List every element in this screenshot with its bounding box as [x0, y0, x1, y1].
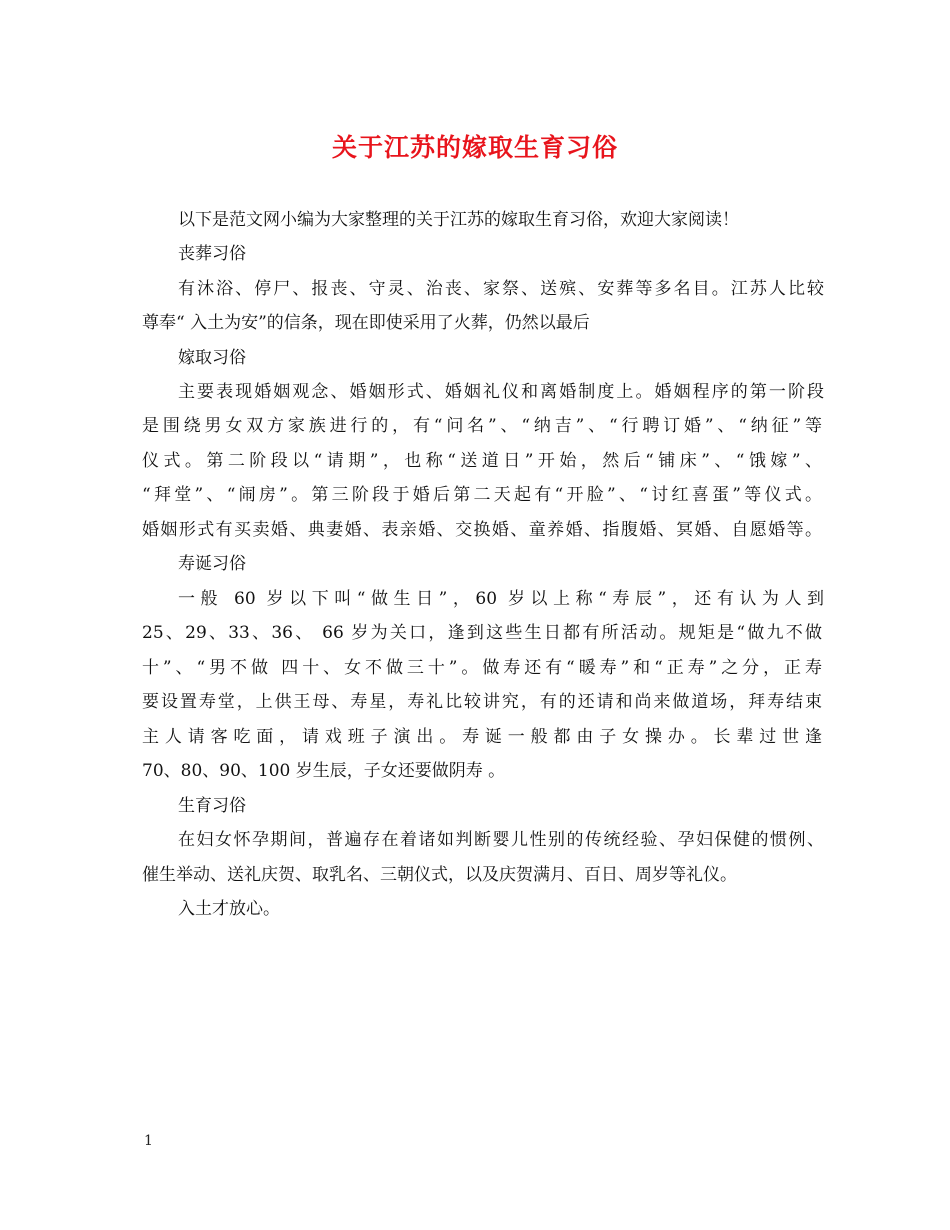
paragraph-line: 有沐浴、停尸、报丧、守灵、治丧、家祭、送殡、安葬等多名目。江苏人比较	[178, 279, 824, 299]
paragraph-line: 要设置寿堂，上供王母、寿星，寿礼比较讲究，有的还请和尚来做道场，拜寿结束	[142, 692, 822, 712]
paragraph-line: 70、80、90、100 岁生辰，子女还要做阴寿 。	[142, 761, 506, 781]
section-heading-marriage: 嫁取习俗	[178, 348, 246, 368]
paragraph-line: 主人请客吃面，请戏班子演出。寿诞一般都由子女操办。长辈过世逢	[142, 727, 822, 747]
paragraph-line: 十”、“男不做 四十、女不做三十”。做寿还有“暖寿”和“正寿”之分，正寿	[142, 658, 822, 678]
paragraph-line: 是围绕男女双方家族进行的，有“问名”、“纳吉”、“行聘订婚”、“纳征”等	[142, 416, 822, 436]
section-heading-childbirth: 生育习俗	[178, 796, 246, 816]
section-heading-funeral: 丧葬习俗	[178, 244, 246, 264]
paragraph-line: 仪式。第二阶段以“请期”，也称“送道日”开始，然后“铺床”、“饿嫁”、	[142, 451, 822, 471]
paragraph-line: 催生举动、送礼庆贺、取乳名、三朝仪式，以及庆贺满月、百日、周岁等礼仪。	[142, 865, 737, 885]
intro-line: 以下是范文网小编为大家整理的关于江苏的嫁取生育习俗，欢迎大家阅读！	[178, 210, 739, 230]
paragraph-line: 25、29、33、36、 66 岁为关口，逢到这些生日都有所活动。规矩是“做九不做	[142, 623, 822, 643]
paragraph-line: 入土才放心。	[178, 899, 280, 919]
paragraph-line: 尊奉“ 入土为安”的信条，现在即使采用了火葬，仍然以最后	[142, 313, 590, 333]
paragraph-line: 婚姻形式有买卖婚、典妻婚、表亲婚、交换婚、童养婚、指腹婚、冥婚、自愿婚等。	[142, 520, 822, 540]
paragraph-line: 主要表现婚姻观念、婚姻形式、婚姻礼仪和离婚制度上。婚姻程序的第一阶段	[178, 382, 824, 402]
paragraph-line: 在妇女怀孕期间，普遍存在着诸如判断婴儿性别的传统经验、孕妇保健的惯例、	[178, 830, 824, 850]
section-heading-birthday: 寿诞习俗	[178, 554, 246, 574]
paragraph-line: 一般 60 岁以下叫“做生日”，60 岁以上称“寿辰”，还有认为人到	[178, 589, 824, 609]
page-number: 1	[144, 1133, 153, 1149]
document-title: 关于江苏的嫁取生育习俗	[331, 133, 618, 162]
paragraph-line: “拜堂”、“闹房”。第三阶段于婚后第二天起有“开脸”、“讨红喜蛋”等仪式。	[142, 485, 822, 505]
